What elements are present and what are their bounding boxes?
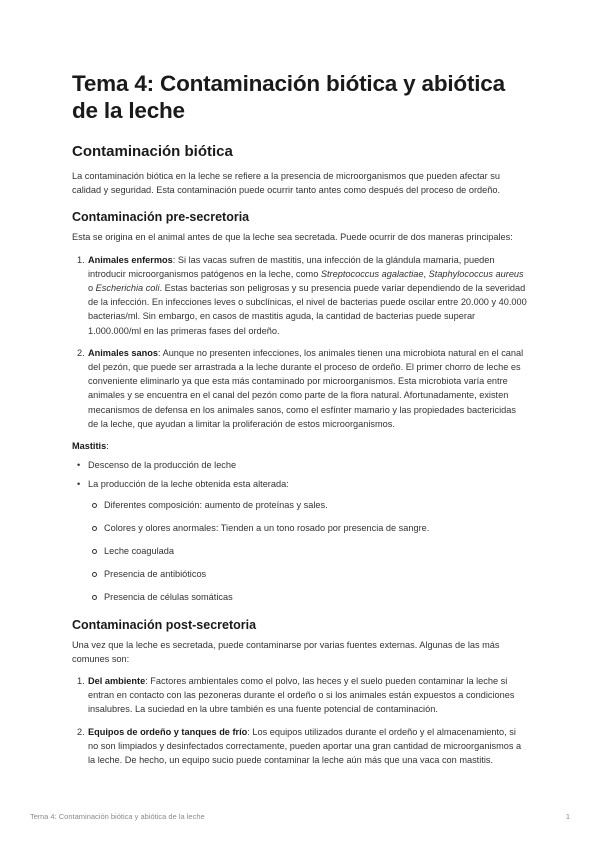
- circle-bullet-icon: [92, 526, 97, 531]
- subsection-intro-post: Una vez que la leche es secretada, puede contaminarse por varias fuentes externas. Algunas de las más comunes son:: [72, 639, 500, 664]
- list-item-text: Descenso de la producción de leche: [88, 460, 237, 471]
- subsection-intro-pre: Esta se origina en el animal antes de que la leche sea secretada. Puede ocurrir de dos maneras principales:: [72, 232, 513, 243]
- species-name: Streptococcus agalactiae: [320, 268, 424, 279]
- circle-bullet-icon: [92, 572, 97, 577]
- mastitis-label: [72, 439, 528, 453]
- list-item-text: . Estas bacterias son peligrosas y su presencia puede variar dependiendo de la severidad de la infección. En infecciones leves o subclínicas, el nivel de bacterias puede oscilar entre 20.000 y 40.000 bacterias/ml. Sin embargo, en casos de mastitis aguda, la cantidad de bacterias puede superar 1.000.000/ml en las primeras fases del ordeño.: [88, 283, 527, 336]
- list-item-title: Equipos de ordeño y tanques de frío: [88, 726, 248, 737]
- sub-list-text: Leche coagulada: [104, 546, 174, 557]
- list-item: [72, 458, 528, 472]
- sub-list-text: Presencia de antibióticos: [104, 569, 207, 580]
- mastitis-label-text: Mastitis: [72, 441, 107, 452]
- mastitis-list: [72, 458, 528, 604]
- bullet-icon: •: [77, 479, 81, 490]
- section-heading-biotica: Contaminación biótica: [72, 143, 233, 160]
- footer-title: Tema 4: Contaminación biótica y abiótica de la leche: [30, 812, 205, 821]
- sub-list-item: [88, 590, 528, 604]
- list-item-title: Animales sanos: [88, 347, 158, 358]
- list-item-title: Del ambiente: [88, 676, 146, 687]
- section-intro-biotica: La contaminación biótica en la leche se refiere a la presencia de microorganismos que pueden afectar su calidad y seguridad. Esta contaminación puede ocurrir tanto antes como después del proceso de ordeño.: [72, 171, 500, 196]
- list-item: [72, 725, 528, 768]
- page-title: Tema 4: Contaminación biótica y abiótica de la leche: [72, 71, 505, 123]
- circle-bullet-icon: [92, 595, 97, 600]
- bullet-icon: •: [77, 460, 81, 471]
- sub-list-item: [88, 498, 528, 512]
- list-item-text: ,: [423, 268, 429, 279]
- list-item-text: o: [88, 283, 96, 294]
- list-item-text: : Factores ambientales como el polvo, las heces y el suelo pueden contaminar la leche si entran en contacto con las pezoneras durante el ordeño o si los animales están expuestos a condiciones insalubres. La suciedad en la ubre también es una fuente potencial de contaminación.: [88, 676, 515, 715]
- sub-list-item: [88, 567, 528, 581]
- post-list: [72, 674, 528, 767]
- list-number: 2.: [77, 347, 85, 358]
- sub-list-item: [88, 544, 528, 558]
- mastitis-colon: :: [106, 441, 109, 452]
- list-item-text: La producción de la leche obtenida esta alterada:: [88, 479, 289, 490]
- sub-list: [88, 498, 528, 605]
- list-item-text: : Los equipos utilizados durante el ordeño y el almacenamiento, si no son limpiados y desinfectados correctamente, pueden aportar una gran cantidad de microorganismos a la leche. De hecho, un equipo sucio puede contaminar la leche aún más que una vaca con mastitis.: [88, 726, 522, 766]
- sub-list-item: [88, 521, 528, 535]
- species-name: Staphylococcus aureus: [428, 268, 524, 279]
- circle-bullet-icon: [92, 503, 97, 508]
- subsection-heading-post: Contaminación post-secretoria: [72, 617, 257, 632]
- page-number: 1: [565, 812, 570, 821]
- list-item-text: : Aunque no presenten infecciones, los animales tienen una microbiota natural en el canal del pezón, que puede ser arrastrada a la leche durante el proceso de ordeño. El primer chorro de leche es conveniente eliminarlo ya que esta más contaminado por microorganismos. Esta microbiota varía entre animales y se encuentra en el canal del pezón como parte de la flora natural. Afortunadamente, existen mecanismos de defensa en los animales sanos, como el esfínter mamario y las propiedades bactericidas de la leche, que ayudan a limitar la proliferación de estos microorganismos.: [88, 347, 524, 429]
- pre-list: [72, 253, 528, 431]
- list-item: [72, 674, 528, 717]
- list-item: [72, 346, 528, 431]
- list-item: [72, 477, 528, 604]
- sub-list-text: Diferentes composición: aumento de proteínas y sales.: [104, 499, 328, 510]
- list-item: [72, 253, 528, 338]
- list-item-title: Animales enfermos: [88, 254, 173, 265]
- subsection-heading-pre: Contaminación pre-secretoria: [72, 210, 250, 225]
- species-name: Escherichia coli: [95, 283, 160, 294]
- sub-list-text: Colores y olores anormales: Tienden a un tono rosado por presencia de sangre.: [104, 522, 430, 533]
- document-page: [72, 70, 528, 773]
- circle-bullet-icon: [92, 549, 97, 554]
- list-number: 2.: [77, 726, 85, 737]
- list-number: 1.: [77, 254, 85, 265]
- list-item-text: : Si las vacas sufren de mastitis, una infección de la glándula mamaria, pueden introducir microorganismos patógenos en la leche, como: [88, 254, 495, 279]
- sub-list-text: Presencia de células somáticas: [104, 592, 233, 603]
- page-footer: [30, 812, 570, 821]
- list-number: 1.: [77, 676, 85, 687]
